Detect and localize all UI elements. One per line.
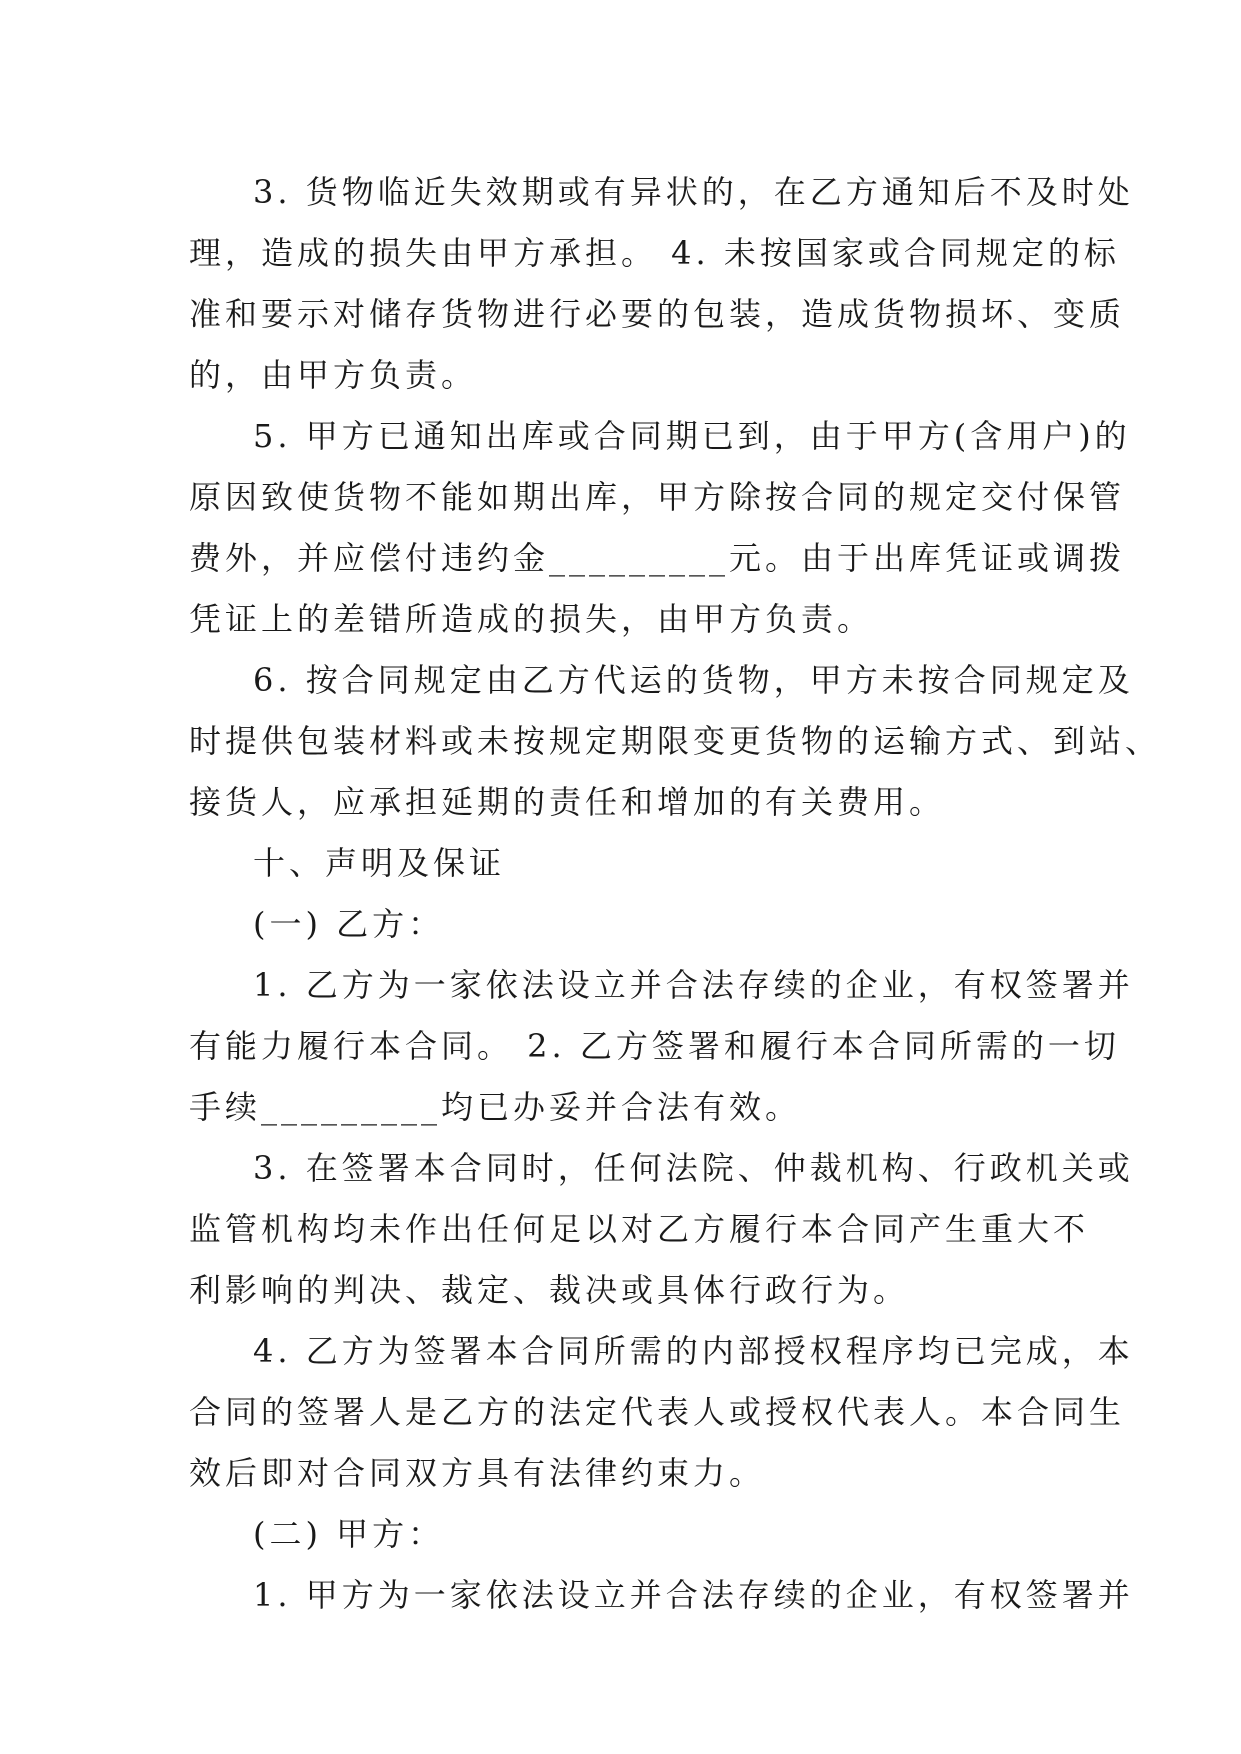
text-line: 凭证上的差错所造成的损失，由甲方负责。 bbox=[189, 600, 874, 638]
text-line: 3. 货物临近失效期或有异状的，在乙方通知后不及时处 bbox=[253, 173, 1134, 211]
text-line: 1. 甲方为一家依法设立并合法存续的企业，有权签署并 bbox=[253, 1576, 1134, 1614]
text-line: 监管机构均未作出任何足以对乙方履行本合同产生重大不 bbox=[189, 1210, 1090, 1248]
text-line: 3. 在签署本合同时，任何法院、仲裁机构、行政机关或 bbox=[253, 1149, 1134, 1187]
section-heading: 十、声明及保证 bbox=[253, 844, 506, 882]
document-body bbox=[189, 162, 1162, 1626]
text-line: 6. 按合同规定由乙方代运的货物，甲方未按合同规定及 bbox=[253, 661, 1134, 699]
text-line: 原因致使货物不能如期出库，甲方除按合同的规定交付保管 bbox=[189, 478, 1126, 516]
text-line: 1. 乙方为一家依法设立并合法存续的企业，有权签署并 bbox=[253, 966, 1134, 1004]
text-line: 的，由甲方负责。 bbox=[189, 356, 478, 394]
text-line: 4. 乙方为签署本合同所需的内部授权程序均已完成，本 bbox=[253, 1332, 1134, 1370]
text-line: 5. 甲方已通知出库或合同期已到，由于甲方(含用户)的 bbox=[253, 417, 1131, 455]
text-line: 利影响的判决、裁定、裁决或具体行政行为。 bbox=[189, 1271, 910, 1309]
subsection-heading: (二) 甲方： bbox=[253, 1515, 445, 1553]
text-line: 手续_________均已办妥并合法有效。 bbox=[189, 1088, 802, 1126]
text-line: 合同的签署人是乙方的法定代表人或授权代表人。本合同生 bbox=[189, 1393, 1126, 1431]
text-line: 理，造成的损失由甲方承担。 4. 未按国家或合同规定的标 bbox=[189, 234, 1120, 272]
text-line: 有能力履行本合同。 2. 乙方签署和履行本合同所需的一切 bbox=[189, 1027, 1120, 1065]
text-line: 费外，并应偿付违约金_________元。由于出库凭证或调拨 bbox=[189, 539, 1126, 577]
subsection-heading: (一) 乙方： bbox=[253, 905, 445, 943]
text-line: 效后即对合同双方具有法律约束力。 bbox=[189, 1454, 766, 1492]
text-line: 准和要示对储存货物进行必要的包装，造成货物损坏、变质 bbox=[189, 295, 1126, 333]
text-line: 时提供包装材料或未按规定期限变更货物的运输方式、到站、 bbox=[189, 722, 1162, 760]
text-line: 接货人，应承担延期的责任和增加的有关费用。 bbox=[189, 783, 946, 821]
